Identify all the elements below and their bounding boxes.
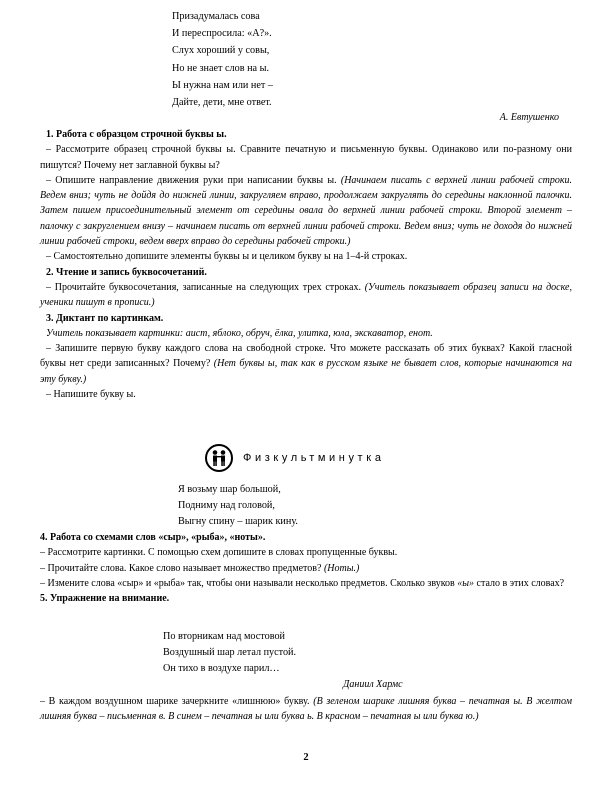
section-3-paragraph: – Напишите букву ы. <box>46 389 136 401</box>
poem-line: Выгну спину – шарик кину. <box>178 516 298 527</box>
section-4-paragraph: – Прочитайте слова. Какое слово называет множество предметов? (Ноты.) <box>40 562 360 574</box>
section-5-title: 5. Упражнение на внимание. <box>40 593 170 605</box>
fizkultminutka-title: Физкультминутка <box>243 452 385 464</box>
section-3-paragraph: – Запишите первую букву каждого слова на свободной строке. Что можете рассказать об этих буквах? Какой гласной буквы нет среди записанных? Почему? (Нет буквы ы, так как в русском языке не бывает слов, которые начинаются на эту букву.) <box>40 343 572 385</box>
section-2-paragraph: – Прочитайте буквосочетания, записанные на следующих трех строках. (Учитель показывает образец записи на доске, ученики пишут в прописи.) <box>40 281 572 309</box>
poem-line: Но не знает слов на ы. <box>172 62 270 74</box>
section-1-paragraph: – Опишите направление движения руки при написании буквы ы. (Начинаем писать с верхней линии рабочей строки. Ведем вниз; чуть не дойдя до нижней линии, закругляем вправо, продолжаем закруглять до середины наклонной палочки. Затем пишем присоединительный элемент от середины овала до верхней линии рабочей строки. Второй элемент – палочку с закруглением внизу – начинаем писать от верхней линии рабочей строки. Ведем вниз; чуть не доходя до нижней линии рабочей строки, ведем вверх вправо до середины рабочей строки.) <box>40 174 572 248</box>
section-2-title: 2. Чтение и запись буквосочетаний. <box>46 266 207 278</box>
lesson-body-3 <box>40 694 572 725</box>
poem-line: И переспросила: «А?». <box>172 28 272 40</box>
page-number: 2 <box>303 752 309 763</box>
lesson-body-2 <box>40 530 572 606</box>
poem-owl <box>172 8 273 111</box>
section-3-title: 3. Диктант по картинкам. <box>46 312 164 324</box>
section-3-teacher-note: Учитель показывает картинки: аист, яблоко, обруч, ёлка, улитка, юла, экскаватор, енот. <box>46 327 433 339</box>
poem-author: А. Евтушенко <box>499 112 559 123</box>
poem-line: Подниму над головой, <box>178 500 275 511</box>
poem-balloon <box>163 629 296 677</box>
fizkultminutka-header <box>205 443 385 473</box>
section-1-title: 1. Работа с образцом строчной буквы ы. <box>46 129 227 140</box>
poem-line: Он тихо в воздухе парил… <box>163 663 280 674</box>
exercise-people-icon <box>205 444 233 472</box>
section-4-paragraph: – Измените слова «сыр» и «рыба» так, чтобы они называли несколько предметов. Сколько звуков «ы» стало в этих словах? <box>40 577 565 589</box>
poem-line: Я возьму шар большой, <box>178 484 281 495</box>
section-4-paragraph: – Рассмотрите картинки. С помощью схем допишите в словах пропущенные буквы. <box>40 547 398 559</box>
section-1-paragraph: – Самостоятельно допишите элементы буквы ы и целиком букву ы на 1–4-й строках. <box>46 251 408 263</box>
section-5-paragraph: – В каждом воздушном шарике зачеркните «лишнюю» букву. (В зеленом шарике лишняя буква – печатная ы. В желтом лишняя буква – письменная в. В синем – печатная ы или буква ь. В красном – печатная ы или буква ю.) <box>40 696 573 723</box>
poem-line: Ы нужна нам или нет – <box>172 79 273 91</box>
section-1-paragraph: – Рассмотрите образец строчной буквы ы. Сравните печатную и письменную буквы. Одинаково или по-разному они пишутся? Почему нет заглавной буквы ы? <box>40 144 572 171</box>
poem-line: Слух хороший у совы, <box>172 45 270 57</box>
poem-line: Воздушный шар летал пустой. <box>163 647 297 658</box>
lesson-body-1 <box>40 127 572 402</box>
poem-exercise <box>178 482 298 530</box>
poem-line: По вторникам над мостовой <box>163 631 285 642</box>
poem-author: Даниил Хармс <box>343 679 403 690</box>
poem-line: Дайте, дети, мне ответ. <box>172 97 272 109</box>
section-4-title: 4. Работа со схемами слов «сыр», «рыба», «ноты». <box>40 532 266 543</box>
poem-line: Призадумалась сова <box>172 11 260 22</box>
